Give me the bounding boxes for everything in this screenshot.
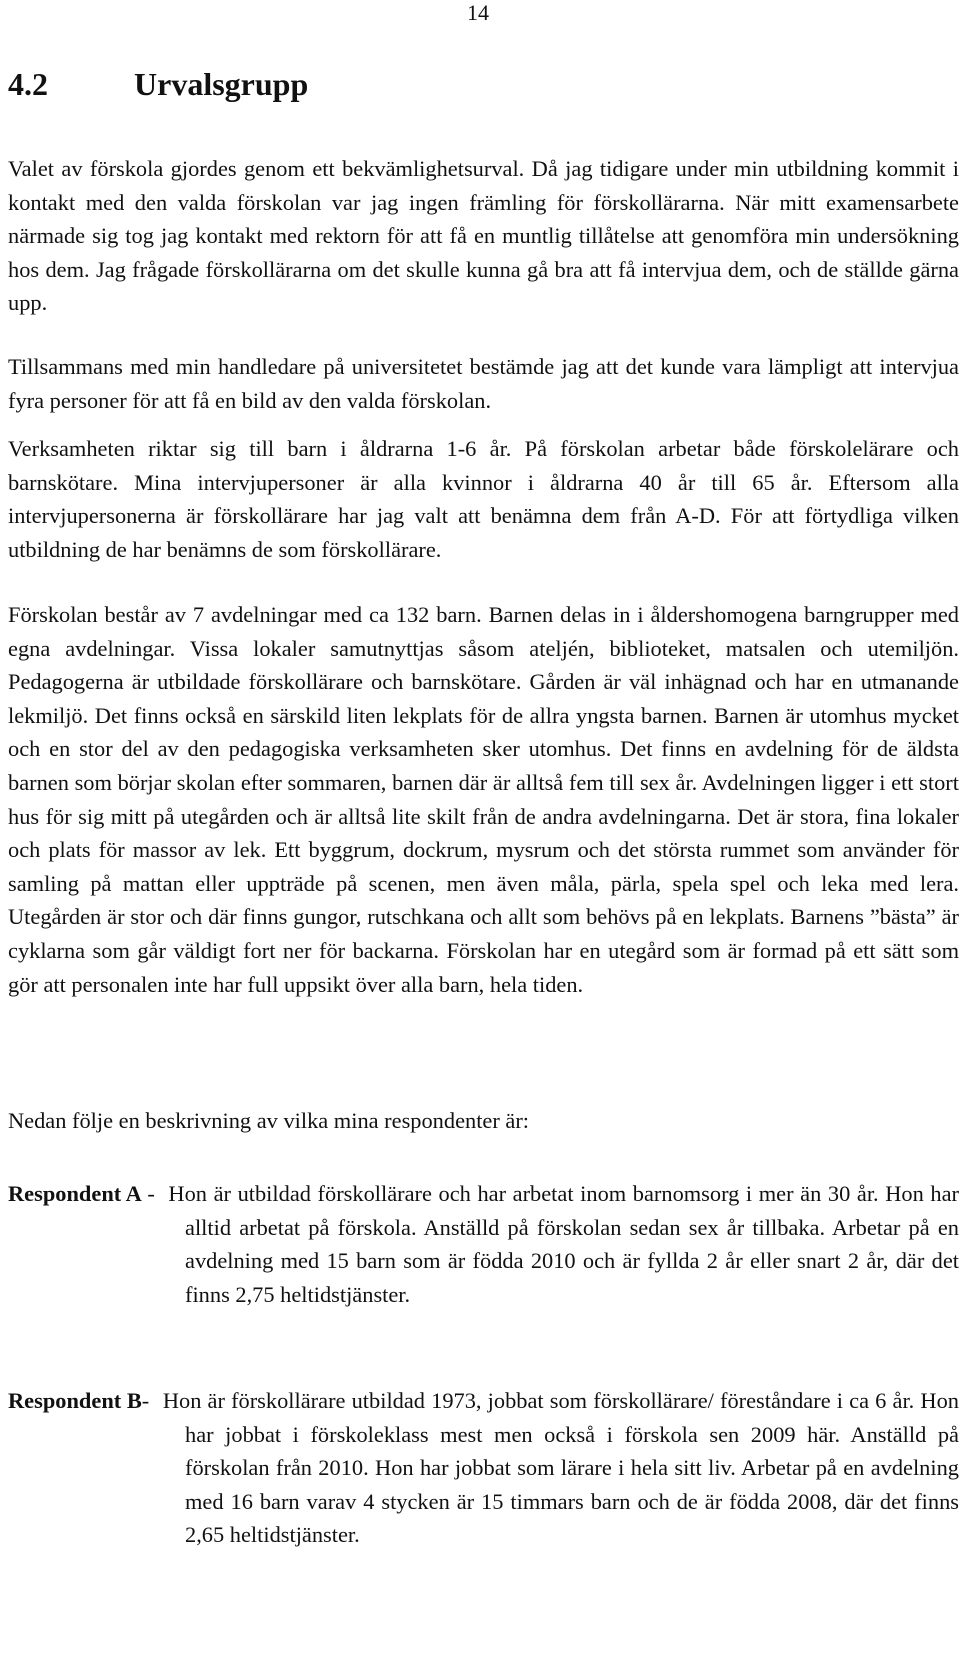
respondent-b-label: Respondent B	[8, 1388, 142, 1413]
respondent-a	[8, 1177, 959, 1311]
section-title: Urvalsgrupp	[134, 66, 309, 102]
section-heading	[8, 64, 308, 104]
respondent-a-label: Respondent A	[8, 1181, 142, 1206]
paragraph-supervisor: Tillsammans med min handledare på universitetet bestämde jag att det kunde vara lämpligt att intervjua fyra personer för att få en bild av den valda förskolan.	[8, 354, 959, 413]
paragraph-activity: Verksamheten riktar sig till barn i åldrarna 1-6 år. På förskolan arbetar både förskolelärare och barnskötare. Mina intervjupersoner är alla kvinnor i åldrarna 40 år till 65 år. Eftersom alla intervjupersonerna är förskollärare har jag valt att benämna dem från A-D. För att förtydliga vilken utbildning de har benämns de som förskollärare.	[8, 436, 959, 562]
respondent-b-description: Hon är förskollärare utbildad 1973, jobbat som förskollärare/ föreståndare i ca 6 år. Hon har jobbat i förskoleklass mest men också i förskola sen 2009 här. Anställd på förskolan från 2010. Hon har jobbat som lärare i hela sitt liv. Arbetar på en avdelning med 16 barn varav 4 stycken är 15 timmars barn och de är födda 2008, där det finns 2,65 heltidstjänster.	[162, 1388, 959, 1548]
paragraph-selection: Valet av förskola gjordes genom ett bekvämlighetsurval. Då jag tidigare under min utbildning kommit i kontakt med den valda förskolan var jag ingen främling för förskollärarna. När mitt examensarbete närmade sig tog jag kontakt med rektorn för att få en muntlig tillåtelse att genomföra min undersökning hos dem. Jag frågade förskollärarna om det skulle kunna gå bra att få intervjua dem, och de ställde gärna upp.	[8, 156, 959, 316]
page-number: 14	[467, 0, 489, 25]
section-number: 4.2	[8, 66, 48, 102]
paragraph-respondents-intro: Nedan följe en beskrivning av vilka mina respondenter är:	[8, 1108, 530, 1133]
respondent-b-separator: -	[141, 1388, 155, 1413]
respondent-b	[8, 1384, 959, 1552]
respondent-a-description: Hon är utbildad förskollärare och har arbetat inom barnomsorg i mer än 30 år. Hon har alltid arbetat på förskola. Anställd på förskolan sedan sex år tillbaka. Arbetar på en avdelning med 15 barn som är födda 2010 och är fyllda 2 år eller snart 2 år, där det finns 2,75 heltidstjänster.	[168, 1181, 959, 1307]
paragraph-preschool: Förskolan består av 7 avdelningar med ca 132 barn. Barnen delas in i åldershomogena barngrupper med egna avdelningar. Vissa lokaler samutnyttjas såsom ateljén, biblioteket, matsalen och utemiljön. Pedagogerna är utbildade förskollärare och barnskötare. Gården är väl inhägnad och har en utmanande lekmiljö. Det finns också en särskild liten lekplats för de allra yngsta barnen. Barnen är utomhus mycket och en stor del av den pedagogiska verksamheten sker utomhus. Det finns en avdelning för de äldsta barnen som börjar skolan efter sommaren, barnen där är alltså fem till sex år. Avdelningen ligger i ett stort hus för sig mitt på utegården och är alltså lite skilt från de andra avdelningarna. Det är stora, fina lokaler och plats för massor av lek. Ett byggrum, dockrum, mysrum och det största rummet som använder för samling på mattan eller uppträde på scenen, men även måla, pärla, spela spel och leka med lera. Utegården är stor och där finns gungor, rutschkana och allt som behövs på en lekplats. Barnens ”bästa” är cyklarna som går väldigt fort ner för backarna. Förskolan har en utegård som är formad på ett sätt som gör att personalen inte har full uppsikt över alla barn, hela tiden.	[8, 602, 959, 997]
respondent-a-separator: -	[141, 1181, 161, 1206]
